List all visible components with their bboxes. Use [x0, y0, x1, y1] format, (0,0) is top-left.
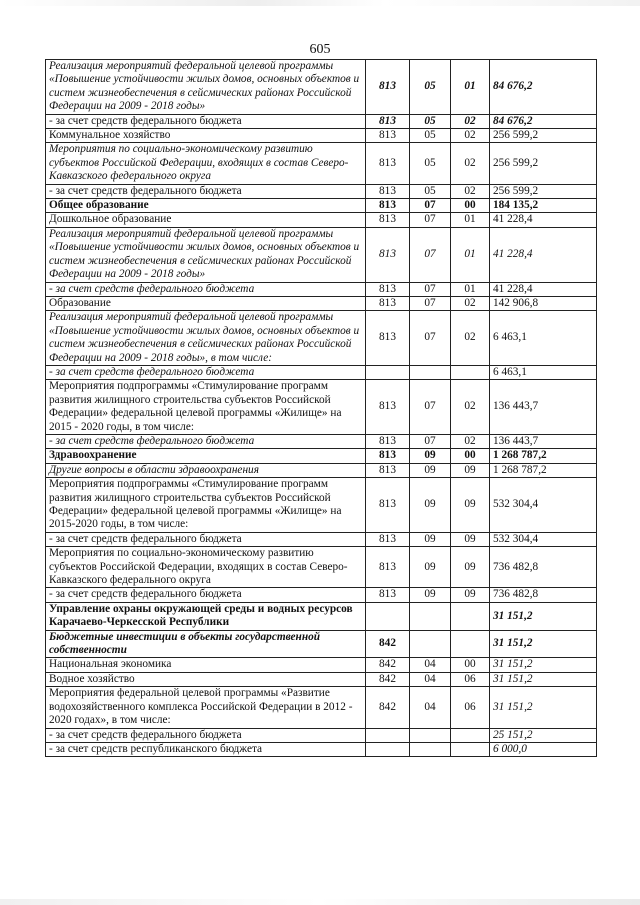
code-ministry-cell: 813 [366, 434, 410, 448]
code-ministry-cell [366, 365, 410, 379]
code-subsection-cell: 06 [451, 687, 490, 728]
table-row [46, 227, 597, 282]
table-row [46, 213, 597, 227]
row-name-cell: - за счет средств республиканского бюджета [46, 742, 366, 756]
code-ministry-cell: 813 [366, 532, 410, 546]
code-ministry-cell [366, 602, 410, 630]
code-ministry-cell [366, 742, 410, 756]
table-row [46, 449, 597, 463]
code-subsection-cell [451, 728, 490, 742]
code-subsection-cell: 01 [451, 60, 490, 115]
code-subsection-cell: 09 [451, 547, 490, 588]
code-subsection-cell: 00 [451, 449, 490, 463]
row-name-cell: - за счет средств федерального бюджета [46, 114, 366, 128]
code-section-cell: 07 [410, 434, 451, 448]
code-ministry-cell: 813 [366, 227, 410, 282]
row-name-cell: Мероприятия по социально-экономическому развитию субъектов Российской Федерации, входящих в состав Северо-Кавказского федерального округа [46, 143, 366, 184]
code-subsection-cell: 06 [451, 672, 490, 686]
code-section-cell: 05 [410, 184, 451, 198]
code-subsection-cell: 01 [451, 213, 490, 227]
amount-cell: 184 135,2 [490, 199, 597, 213]
table-row [46, 296, 597, 310]
code-section-cell: 05 [410, 114, 451, 128]
code-subsection-cell: 09 [451, 478, 490, 533]
code-section-cell: 07 [410, 282, 451, 296]
row-name-cell: Мероприятия федеральной целевой программы «Развитие водохозяйственного комплекса Российской Федерации в 2012 - 2020 годах», в том числе: [46, 687, 366, 728]
amount-cell: 6 000,0 [490, 742, 597, 756]
row-name-cell: - за счет средств федерального бюджета [46, 184, 366, 198]
table-row [46, 728, 597, 742]
row-name-cell: - за счет средств федерального бюджета [46, 728, 366, 742]
code-section-cell: 05 [410, 143, 451, 184]
row-name-cell: Другие вопросы в области здравоохранения [46, 463, 366, 477]
table-row [46, 478, 597, 533]
code-section-cell: 07 [410, 296, 451, 310]
amount-cell: 736 482,8 [490, 547, 597, 588]
code-section-cell: 09 [410, 588, 451, 602]
row-name-cell: Дошкольное образование [46, 213, 366, 227]
amount-cell: 31 151,2 [490, 672, 597, 686]
row-name-cell: Реализация мероприятий федеральной целевой программы «Повышение устойчивости жилых домов, основных объектов и систем жизнеобеспечения в сейсмических районах Российской Федерации на 2009 - 2018 годы», в том числе: [46, 311, 366, 366]
amount-cell: 84 676,2 [490, 114, 597, 128]
row-name-cell: - за счет средств федерального бюджета [46, 365, 366, 379]
amount-cell: 136 443,7 [490, 380, 597, 435]
amount-cell: 25 151,2 [490, 728, 597, 742]
budget-table-body [46, 60, 597, 757]
code-subsection-cell: 02 [451, 114, 490, 128]
table-row [46, 434, 597, 448]
code-section-cell: 05 [410, 129, 451, 143]
table-row [46, 282, 597, 296]
row-name-cell: Национальная экономика [46, 658, 366, 672]
code-ministry-cell: 813 [366, 588, 410, 602]
table-row [46, 672, 597, 686]
code-section-cell: 04 [410, 672, 451, 686]
code-ministry-cell: 813 [366, 463, 410, 477]
code-subsection-cell: 02 [451, 129, 490, 143]
amount-cell: 532 304,4 [490, 532, 597, 546]
table-row [46, 184, 597, 198]
amount-cell: 41 228,4 [490, 227, 597, 282]
row-name-cell: Мероприятия по социально-экономическому развитию субъектов Российской Федерации, входящих в состав Северо-Кавказского федерального округа [46, 547, 366, 588]
code-subsection-cell: 02 [451, 143, 490, 184]
scan-edge-top [0, 0, 640, 6]
amount-cell: 136 443,7 [490, 434, 597, 448]
code-section-cell: 07 [410, 199, 451, 213]
code-subsection-cell [451, 365, 490, 379]
amount-cell: 6 463,1 [490, 365, 597, 379]
amount-cell: 1 268 787,2 [490, 449, 597, 463]
code-subsection-cell: 00 [451, 199, 490, 213]
amount-cell: 31 151,2 [490, 687, 597, 728]
amount-cell: 31 151,2 [490, 602, 597, 630]
code-ministry-cell: 813 [366, 449, 410, 463]
amount-cell: 41 228,4 [490, 213, 597, 227]
code-ministry-cell: 813 [366, 129, 410, 143]
code-ministry-cell: 813 [366, 143, 410, 184]
table-row [46, 687, 597, 728]
row-name-cell: Коммунальное хозяйство [46, 129, 366, 143]
code-ministry-cell: 813 [366, 547, 410, 588]
code-subsection-cell [451, 742, 490, 756]
table-row [46, 365, 597, 379]
code-section-cell: 04 [410, 687, 451, 728]
code-ministry-cell: 813 [366, 296, 410, 310]
amount-cell: 1 268 787,2 [490, 463, 597, 477]
code-subsection-cell [451, 630, 490, 658]
code-section-cell: 07 [410, 380, 451, 435]
table-row [46, 658, 597, 672]
code-section-cell: 09 [410, 478, 451, 533]
table-row [46, 532, 597, 546]
table-row [46, 547, 597, 588]
code-ministry-cell: 842 [366, 658, 410, 672]
code-subsection-cell: 02 [451, 311, 490, 366]
table-row [46, 588, 597, 602]
code-subsection-cell: 02 [451, 184, 490, 198]
code-section-cell: 05 [410, 60, 451, 115]
amount-cell: 256 599,2 [490, 129, 597, 143]
code-section-cell: 07 [410, 311, 451, 366]
code-section-cell: 09 [410, 463, 451, 477]
row-name-cell: - за счет средств федерального бюджета [46, 588, 366, 602]
table-row [46, 114, 597, 128]
code-ministry-cell: 842 [366, 687, 410, 728]
code-ministry-cell: 813 [366, 380, 410, 435]
amount-cell: 41 228,4 [490, 282, 597, 296]
code-section-cell: 09 [410, 532, 451, 546]
table-row [46, 630, 597, 658]
row-name-cell: - за счет средств федерального бюджета [46, 532, 366, 546]
row-name-cell: Мероприятия подпрограммы «Стимулирование программ развития жилищного строительства субъектов Российской Федерации» федеральной целевой программы «Жилище» на 2015-2020 годы, в том числе: [46, 478, 366, 533]
code-section-cell [410, 602, 451, 630]
row-name-cell: Здравоохранение [46, 449, 366, 463]
code-subsection-cell: 01 [451, 282, 490, 296]
code-subsection-cell: 09 [451, 532, 490, 546]
amount-cell: 84 676,2 [490, 60, 597, 115]
row-name-cell: - за счет средств федерального бюджета [46, 282, 366, 296]
amount-cell: 256 599,2 [490, 143, 597, 184]
row-name-cell: Водное хозяйство [46, 672, 366, 686]
code-subsection-cell: 09 [451, 588, 490, 602]
row-name-cell: Управление охраны окружающей среды и водных ресурсов Карачаево-Черкесской Республики [46, 602, 366, 630]
row-name-cell: - за счет средств федерального бюджета [46, 434, 366, 448]
row-name-cell: Бюджетные инвестиции в объекты государственной собственности [46, 630, 366, 658]
code-section-cell [410, 742, 451, 756]
code-ministry-cell: 813 [366, 60, 410, 115]
code-ministry-cell: 813 [366, 114, 410, 128]
scan-edge-bottom [0, 899, 640, 905]
table-row [46, 60, 597, 115]
code-subsection-cell: 00 [451, 658, 490, 672]
page-number: 605 [309, 42, 331, 57]
code-ministry-cell: 813 [366, 478, 410, 533]
code-section-cell: 07 [410, 227, 451, 282]
table-row [46, 311, 597, 366]
amount-cell: 532 304,4 [490, 478, 597, 533]
code-subsection-cell: 02 [451, 434, 490, 448]
amount-cell: 736 482,8 [490, 588, 597, 602]
table-row [46, 602, 597, 630]
code-ministry-cell: 842 [366, 630, 410, 658]
table-row [46, 199, 597, 213]
amount-cell: 31 151,2 [490, 630, 597, 658]
code-subsection-cell: 02 [451, 380, 490, 435]
code-ministry-cell: 813 [366, 282, 410, 296]
code-ministry-cell: 813 [366, 311, 410, 366]
code-section-cell: 04 [410, 658, 451, 672]
table-row [46, 463, 597, 477]
table-row [46, 380, 597, 435]
code-subsection-cell: 09 [451, 463, 490, 477]
amount-cell: 6 463,1 [490, 311, 597, 366]
amount-cell: 256 599,2 [490, 184, 597, 198]
code-subsection-cell: 01 [451, 227, 490, 282]
amount-cell: 142 906,8 [490, 296, 597, 310]
table-row [46, 143, 597, 184]
row-name-cell: Реализация мероприятий федеральной целевой программы «Повышение устойчивости жилых домов, основных объектов и систем жизнеобеспечения в сейсмических районах Российской Федерации на 2009 - 2018 годы» [46, 227, 366, 282]
code-section-cell [410, 630, 451, 658]
table-row [46, 129, 597, 143]
code-section-cell: 09 [410, 449, 451, 463]
code-section-cell: 07 [410, 213, 451, 227]
code-ministry-cell: 842 [366, 672, 410, 686]
code-section-cell [410, 728, 451, 742]
amount-cell: 31 151,2 [490, 658, 597, 672]
row-name-cell: Образование [46, 296, 366, 310]
budget-table [45, 59, 597, 757]
code-section-cell: 09 [410, 547, 451, 588]
code-section-cell [410, 365, 451, 379]
code-ministry-cell: 813 [366, 199, 410, 213]
code-subsection-cell: 02 [451, 296, 490, 310]
code-ministry-cell [366, 728, 410, 742]
row-name-cell: Общее образование [46, 199, 366, 213]
row-name-cell: Мероприятия подпрограммы «Стимулирование программ развития жилищного строительства субъектов Российской Федерации» федеральной целевой программы «Жилище» на 2015 - 2020 годы, в том числе: [46, 380, 366, 435]
row-name-cell: Реализация мероприятий федеральной целевой программы «Повышение устойчивости жилых домов, основных объектов и систем жизнеобеспечения в сейсмических районах Российской Федерации на 2009 - 2018 годы» [46, 60, 366, 115]
code-subsection-cell [451, 602, 490, 630]
code-ministry-cell: 813 [366, 184, 410, 198]
code-ministry-cell: 813 [366, 213, 410, 227]
table-row [46, 742, 597, 756]
